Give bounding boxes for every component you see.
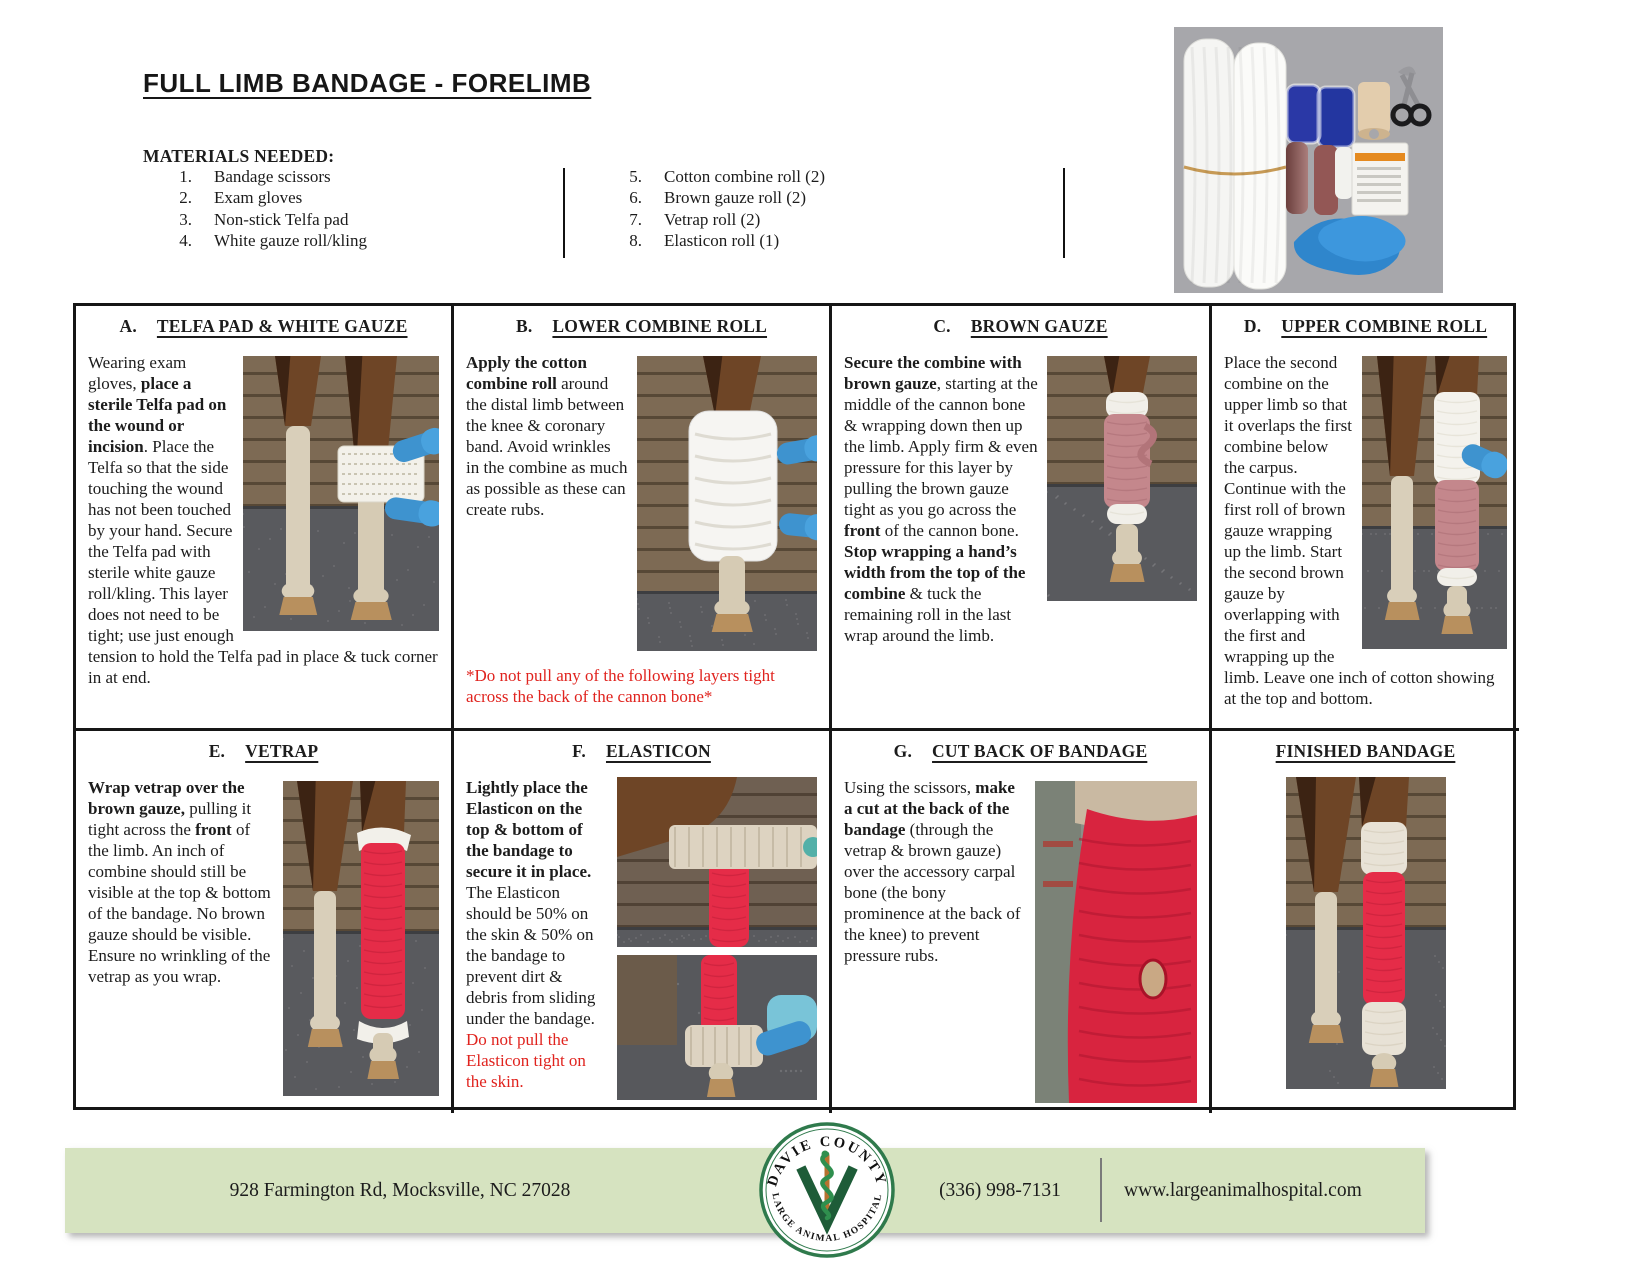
photo-materials-kit bbox=[1174, 27, 1443, 293]
footer-phone: (336) 998-7131 bbox=[939, 1180, 1061, 1201]
photo-elasticon-bottom bbox=[617, 955, 817, 1100]
photo-vetrap-wrap bbox=[283, 781, 439, 1096]
warning-note: *Do not pull any of the following layers tight across the back of the cannon bone* bbox=[466, 666, 775, 706]
step-cell-e bbox=[76, 731, 454, 1113]
photo-telfa-pad-application bbox=[243, 356, 439, 631]
list-item: 8. Elasticon roll (1) bbox=[629, 231, 780, 251]
list-item: 4. White gauze roll/kling bbox=[179, 231, 367, 251]
footer-website: www.largeanimalhospital.com bbox=[1124, 1180, 1362, 1201]
step-body: Secure the combine with brown gauze, starting at the middle of the cannon bone & wrapping down then up the limb. Apply firm & even pressure for this layer by pulling the brown gauze tight as you go across the front of the cannon bone. Stop wrapping a hand’s width from the top of the combine & tuck the remaining roll in the last wrap around the limb. bbox=[844, 352, 1197, 646]
step-heading: E. VETRAP bbox=[208, 741, 319, 761]
photo-finished-bandage bbox=[1286, 777, 1446, 1089]
step-cell-a bbox=[76, 306, 454, 731]
step-heading: FINISHED BANDAGE bbox=[1275, 741, 1456, 761]
step-heading: B. LOWER COMBINE ROLL bbox=[515, 316, 768, 336]
materials-divider-line bbox=[1063, 168, 1065, 258]
materials-list-2 bbox=[608, 166, 825, 252]
steps-table bbox=[73, 303, 1516, 1110]
step-body: Wrap vetrap over the brown gauze, pulling it tight across the front of the limb. An inch of combine should still be visible at the top & bottom of the bandage. No brown gauze should be visible. Ensure no wrinkling of the vetrap as you wrap. bbox=[88, 777, 439, 987]
photo-lower-combine-roll bbox=[637, 356, 817, 651]
step-body: Using the scissors, make a cut at the back of the bandage (through the vetrap & brown gauze) over the accessory carpal bone (the bony prominence at the back of the knee) to prevent pressure rubs. bbox=[844, 777, 1197, 966]
photo-elasticon-group bbox=[617, 777, 817, 1100]
step-cell-g bbox=[832, 731, 1212, 1113]
list-item: 1. Bandage scissors bbox=[179, 167, 331, 186]
photo-elasticon-top bbox=[617, 777, 817, 947]
step-heading: A. TELFA PAD & WHITE GAUZE bbox=[119, 316, 408, 336]
list-item: 3. Non-stick Telfa pad bbox=[179, 209, 349, 229]
clinic-logo bbox=[757, 1120, 897, 1260]
step-body: Apply the cotton combine roll around the distal limb between the knee & coronary band. Avoid wrinkles in the combine as much as possible as these can create rubs. bbox=[466, 352, 817, 520]
list-item: 2. Exam gloves bbox=[179, 188, 303, 208]
step-body: Place the second combine on the upper limb so that it overlaps the first combine below the carpus. Continue with the first roll of brown gauze wrapping up the limb. Start the second brown gauze by overlapping with the first and wrapping up the limb. Leave one inch of cotton showing at the top and bottom. bbox=[1224, 352, 1507, 709]
step-body: Wearing exam gloves, place a sterile Telfa pad on the wound or incision. Place the Telfa so that the side touching the wound has not been touched by your hand. Secure the Telfa pad with sterile white gauze roll/kling. This layer does not need to be tight; use just enough tension to hold the Telfa pad in place & tuck corner in at end. bbox=[88, 352, 439, 688]
list-item: 5. Cotton combine roll (2) bbox=[629, 167, 826, 186]
list-item: 6. Brown gauze roll (2) bbox=[629, 188, 807, 208]
step-cell-f bbox=[454, 731, 832, 1113]
step-cell-d bbox=[1212, 306, 1519, 731]
step-cell-finished bbox=[1212, 731, 1519, 1113]
step-heading: F. ELASTICON bbox=[572, 741, 711, 761]
materials-label: MATERIALS NEEDED: bbox=[143, 146, 335, 166]
step-cell-b bbox=[454, 306, 832, 731]
photo-cut-back-of-bandage bbox=[1035, 781, 1197, 1103]
footer-address: 928 Farmington Rd, Mocksville, NC 27028 bbox=[229, 1180, 571, 1201]
step-heading: C. BROWN GAUZE bbox=[933, 316, 1108, 336]
list-item: 7. Vetrap roll (2) bbox=[629, 209, 761, 229]
svg-text:DAVIE COUNTY: DAVIE COUNTY bbox=[764, 1133, 890, 1189]
step-cell-c bbox=[832, 306, 1212, 731]
materials-list-1 bbox=[158, 166, 367, 252]
materials-divider-line bbox=[563, 168, 565, 258]
footer-divider-line bbox=[1100, 1158, 1102, 1222]
step-heading: G. CUT BACK OF BANDAGE bbox=[893, 741, 1148, 761]
svg-text:LARGE ANIMAL HOSPITAL: LARGE ANIMAL HOSPITAL bbox=[769, 1192, 885, 1245]
photo-brown-gauze-wrap bbox=[1047, 356, 1197, 601]
step-body: Lightly place the Elasticon on the top & bottom of the bandage to secure it in place. The Elasticon should be 50% on the skin & 50% on the bandage to prevent dirt & debris from sliding under the bandage. Do not pull the Elasticon tight on the skin. bbox=[466, 777, 817, 1092]
step-heading: D. UPPER COMBINE ROLL bbox=[1243, 316, 1488, 336]
page-title: FULL LIMB BANDAGE - FORELIMB bbox=[143, 68, 592, 98]
photo-upper-combine-roll bbox=[1362, 356, 1507, 649]
veterinary-caduceus-icon bbox=[757, 1120, 897, 1260]
